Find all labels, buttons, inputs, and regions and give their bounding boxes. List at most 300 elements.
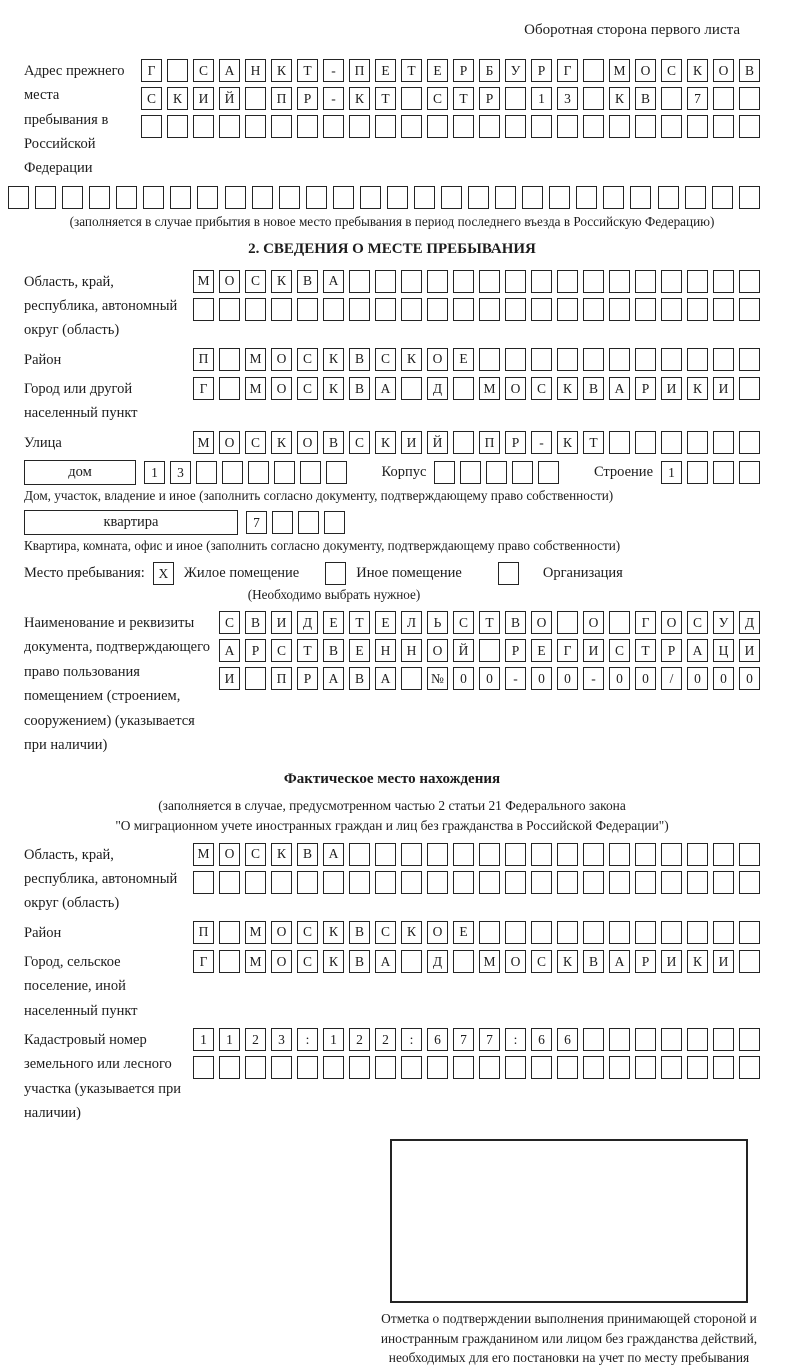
factual-caption-line2: "О миграционном учете иностранных граждан и лиц без гражданства в Российской Федерации"): [115, 818, 669, 834]
char-cell: [401, 298, 422, 321]
char-cell: С: [427, 87, 448, 110]
char-cell: В: [349, 950, 370, 973]
char-cell: 6: [427, 1028, 448, 1051]
char-cell: [272, 511, 293, 534]
document-label: Наименование и реквизиты документа, подтверждающего право пользования помещением (строением, сооружением) (указывается при наличии): [24, 615, 210, 753]
char-cell: Т: [401, 59, 422, 82]
char-cell: 1: [219, 1028, 240, 1051]
char-cell: -: [583, 667, 604, 690]
char-cell: [297, 1056, 318, 1079]
char-cell: [713, 871, 734, 894]
char-cell: Р: [479, 87, 500, 110]
char-cell: М: [609, 59, 630, 82]
char-cell: [635, 431, 656, 454]
char-cell: Д: [297, 611, 318, 634]
char-cell: [739, 950, 760, 973]
field-mesto-prebyvaniya: [24, 562, 760, 585]
char-cell: [713, 115, 734, 138]
field-ulitsa: [24, 431, 760, 455]
char-cell: [685, 186, 706, 209]
char-cell: М: [245, 348, 266, 371]
char-cell: [323, 115, 344, 138]
char-cell: [401, 950, 422, 973]
char-cell: [349, 871, 370, 894]
char-cell: О: [427, 639, 448, 662]
char-cell: В: [349, 348, 370, 371]
char-cell: К: [271, 431, 292, 454]
char-cell: Г: [193, 377, 214, 400]
char-cell: [739, 298, 760, 321]
char-cell: [323, 871, 344, 894]
char-cell: [197, 186, 218, 209]
char-cell: И: [713, 377, 734, 400]
char-cell: [375, 270, 396, 293]
char-cell: С: [297, 950, 318, 973]
char-cell: К: [609, 87, 630, 110]
char-cell: О: [427, 921, 448, 944]
char-cell: А: [323, 667, 344, 690]
char-cell: [635, 270, 656, 293]
char-cell: И: [583, 639, 604, 662]
char-cell: [297, 298, 318, 321]
char-grid-row: [193, 377, 760, 400]
char-cell: [298, 511, 319, 534]
char-cell: С: [271, 639, 292, 662]
factual-title: Фактическое место нахождения: [283, 771, 501, 788]
char-cell: [219, 1056, 240, 1079]
char-cell: Е: [453, 921, 474, 944]
kadastr-grid: [193, 1028, 760, 1079]
char-cell: [713, 1056, 734, 1079]
kadastr-label: Кадастровый номер земельного или лесного участка (указывается при наличии): [24, 1032, 181, 1122]
char-cell: [661, 871, 682, 894]
char-cell: [531, 843, 552, 866]
char-cell: [739, 348, 760, 371]
char-cell: А: [323, 843, 344, 866]
char-cell: С: [375, 348, 396, 371]
char-cell: И: [661, 950, 682, 973]
char-cell: В: [349, 667, 370, 690]
char-grid-row: [141, 59, 760, 82]
char-cell: [414, 186, 435, 209]
char-cell: С: [531, 950, 552, 973]
char-cell: [297, 115, 318, 138]
char-cell: В: [245, 611, 266, 634]
char-cell: [479, 639, 500, 662]
char-cell: [453, 115, 474, 138]
dom-cells: [144, 461, 347, 484]
char-cell: [375, 871, 396, 894]
char-cell: 0: [479, 667, 500, 690]
char-cell: [479, 298, 500, 321]
char-cell: О: [297, 431, 318, 454]
char-cell: К: [323, 950, 344, 973]
char-cell: [271, 115, 292, 138]
char-cell: 1: [193, 1028, 214, 1051]
char-cell: Е: [427, 59, 448, 82]
char-cell: [583, 270, 604, 293]
char-cell: [245, 298, 266, 321]
field-factual-raion: [24, 921, 760, 945]
factual-raion-label: Район: [24, 924, 62, 941]
char-cell: Г: [557, 59, 578, 82]
char-cell: [193, 1056, 214, 1079]
char-cell: Г: [193, 950, 214, 973]
char-cell: Р: [635, 950, 656, 973]
char-cell: Т: [453, 87, 474, 110]
char-cell: О: [661, 611, 682, 634]
char-cell: С: [141, 87, 162, 110]
char-grid-row: [141, 87, 760, 110]
char-cell: [453, 270, 474, 293]
char-cell: [8, 186, 29, 209]
char-cell: [557, 115, 578, 138]
char-cell: [245, 871, 266, 894]
korpus-label: Корпус: [381, 464, 427, 481]
char-cell: [739, 270, 760, 293]
char-cell: О: [505, 950, 526, 973]
char-cell: [271, 871, 292, 894]
char-cell: [245, 1056, 266, 1079]
char-cell: П: [193, 921, 214, 944]
char-cell: [687, 270, 708, 293]
char-cell: М: [245, 377, 266, 400]
char-cell: [468, 186, 489, 209]
char-cell: О: [505, 377, 526, 400]
char-cell: Л: [401, 611, 422, 634]
char-cell: Г: [141, 59, 162, 82]
char-cell: К: [271, 59, 292, 82]
char-cell: К: [349, 87, 370, 110]
char-cell: [583, 843, 604, 866]
char-cell: [661, 270, 682, 293]
gorod-label: Город или другой населенный пункт: [24, 381, 138, 422]
char-grid-row: [219, 639, 760, 662]
char-cell: [271, 1056, 292, 1079]
char-cell: [687, 461, 708, 484]
char-cell: :: [401, 1028, 422, 1051]
char-cell: [531, 921, 552, 944]
char-cell: Р: [661, 639, 682, 662]
char-cell: [35, 186, 56, 209]
oblast-grid: [193, 270, 760, 321]
char-cell: [193, 871, 214, 894]
char-cell: С: [297, 377, 318, 400]
raion-label: Район: [24, 351, 62, 368]
char-cell: И: [661, 377, 682, 400]
char-grid-row: [193, 871, 760, 894]
char-cell: [219, 115, 240, 138]
char-cell: О: [583, 611, 604, 634]
char-cell: С: [245, 270, 266, 293]
char-cell: О: [271, 377, 292, 400]
char-cell: [739, 1056, 760, 1079]
char-cell: В: [323, 431, 344, 454]
char-cell: [661, 431, 682, 454]
char-cell: [427, 843, 448, 866]
char-cell: В: [739, 59, 760, 82]
char-cell: [557, 1056, 578, 1079]
prev-address-grid: [141, 59, 760, 138]
stamp-box: [390, 1139, 748, 1303]
char-cell: [62, 186, 83, 209]
char-cell: [300, 461, 321, 484]
char-cell: Т: [635, 639, 656, 662]
char-grid-row: [141, 115, 760, 138]
char-cell: Й: [219, 87, 240, 110]
char-cell: 0: [687, 667, 708, 690]
char-cell: К: [271, 843, 292, 866]
char-cell: 0: [739, 667, 760, 690]
char-cell: [505, 921, 526, 944]
char-cell: С: [297, 348, 318, 371]
char-grid-row: [193, 843, 760, 866]
char-cell: [297, 871, 318, 894]
char-cell: [739, 461, 760, 484]
char-cell: Е: [323, 611, 344, 634]
char-cell: [401, 871, 422, 894]
char-cell: К: [401, 921, 422, 944]
char-cell: [505, 87, 526, 110]
char-cell: [713, 87, 734, 110]
char-cell: 0: [557, 667, 578, 690]
char-cell: [635, 843, 656, 866]
char-cell: [512, 461, 533, 484]
char-cell: [635, 921, 656, 944]
char-cell: [583, 115, 604, 138]
char-cell: [635, 1056, 656, 1079]
char-cell: [630, 186, 651, 209]
char-cell: [505, 843, 526, 866]
oblast-label: Область, край, республика, автономный округ (область): [24, 273, 178, 339]
char-cell: [549, 186, 570, 209]
mesto-label: Место пребывания:: [24, 565, 145, 582]
char-cell: [557, 843, 578, 866]
char-cell: [687, 921, 708, 944]
char-cell: 2: [349, 1028, 370, 1051]
char-cell: К: [687, 59, 708, 82]
char-cell: [583, 1028, 604, 1051]
char-cell: [739, 921, 760, 944]
char-cell: К: [687, 377, 708, 400]
char-cell: С: [193, 59, 214, 82]
char-cell: [245, 115, 266, 138]
char-cell: [531, 115, 552, 138]
char-cell: [401, 1056, 422, 1079]
char-cell: [713, 1028, 734, 1051]
char-cell: [360, 186, 381, 209]
char-cell: [453, 377, 474, 400]
char-cell: -: [323, 87, 344, 110]
char-cell: С: [609, 639, 630, 662]
char-cell: О: [531, 611, 552, 634]
char-cell: Р: [505, 431, 526, 454]
char-cell: [349, 115, 370, 138]
char-cell: [219, 871, 240, 894]
char-cell: [712, 186, 733, 209]
prev-address-caption: (заполняется в случае прибытия в новое место пребывания в период последнего въезда в Российскую Федерацию): [69, 213, 715, 229]
char-cell: [609, 871, 630, 894]
char-cell: [375, 115, 396, 138]
option-inoe-label: Иное помещение: [356, 565, 462, 582]
char-cell: [401, 270, 422, 293]
char-cell: [603, 186, 624, 209]
char-cell: [274, 461, 295, 484]
char-cell: С: [453, 611, 474, 634]
char-cell: :: [297, 1028, 318, 1051]
char-cell: [635, 348, 656, 371]
char-cell: Й: [453, 639, 474, 662]
char-cell: [661, 843, 682, 866]
char-cell: [219, 298, 240, 321]
char-cell: М: [479, 377, 500, 400]
field-raion: [24, 348, 760, 372]
char-cell: [375, 1056, 396, 1079]
char-grid-row: [193, 1056, 760, 1079]
char-cell: [522, 186, 543, 209]
char-cell: [609, 270, 630, 293]
char-cell: [687, 1056, 708, 1079]
korpus-cells: [434, 461, 559, 484]
char-cell: [713, 348, 734, 371]
char-cell: К: [557, 950, 578, 973]
char-cell: [193, 115, 214, 138]
char-cell: О: [271, 921, 292, 944]
char-cell: И: [713, 950, 734, 973]
char-cell: [143, 186, 164, 209]
checkbox-organizatsiya: [498, 562, 519, 585]
char-cell: К: [557, 431, 578, 454]
char-cell: В: [505, 611, 526, 634]
char-cell: Р: [245, 639, 266, 662]
char-grid-row: [193, 270, 760, 293]
char-cell: [349, 298, 370, 321]
char-cell: [401, 87, 422, 110]
char-cell: В: [349, 377, 370, 400]
kvartira-cells: [246, 511, 345, 534]
char-cell: [739, 186, 760, 209]
char-cell: :: [505, 1028, 526, 1051]
char-cell: [661, 1028, 682, 1051]
char-cell: [609, 298, 630, 321]
char-cell: 3: [557, 87, 578, 110]
char-cell: [739, 431, 760, 454]
char-cell: [401, 377, 422, 400]
char-cell: 0: [453, 667, 474, 690]
field-kadastr: [24, 1028, 760, 1125]
char-cell: [505, 270, 526, 293]
char-grid-row: [193, 921, 760, 944]
section2-title: 2. СВЕДЕНИЯ О МЕСТЕ ПРЕБЫВАНИЯ: [248, 240, 536, 257]
char-cell: [531, 871, 552, 894]
factual-oblast-label: Область, край, республика, автономный округ (область): [24, 846, 178, 912]
stamp-area: [378, 1139, 760, 1367]
stamp-caption: Отметка о подтверждении выполнения принимающей стороной и иностранным гражданином или лицом без гражданства действий, необходимых для его постановки на учет по месту пребывания: [380, 1311, 758, 1366]
char-cell: Д: [427, 950, 448, 973]
char-cell: [609, 1056, 630, 1079]
char-cell: [333, 186, 354, 209]
char-cell: [326, 461, 347, 484]
field-kvartira: [24, 510, 760, 535]
char-cell: И: [271, 611, 292, 634]
char-cell: [583, 87, 604, 110]
char-cell: О: [713, 59, 734, 82]
char-cell: С: [687, 611, 708, 634]
char-cell: [505, 1056, 526, 1079]
char-cell: [609, 348, 630, 371]
char-cell: Н: [401, 639, 422, 662]
char-cell: №: [427, 667, 448, 690]
char-cell: [427, 270, 448, 293]
char-cell: [479, 1056, 500, 1079]
char-cell: [279, 186, 300, 209]
char-cell: [505, 871, 526, 894]
char-cell: [739, 377, 760, 400]
char-cell: [687, 431, 708, 454]
char-cell: Е: [531, 639, 552, 662]
char-cell: /: [661, 667, 682, 690]
factual-gorod-label: Город, сельское поселение, иной населенный пункт: [24, 953, 138, 1019]
char-cell: И: [401, 431, 422, 454]
char-grid-row: [193, 1028, 760, 1051]
factual-caption: [24, 796, 760, 836]
char-cell: Р: [531, 59, 552, 82]
char-cell: [479, 348, 500, 371]
char-cell: [141, 115, 162, 138]
char-cell: 0: [609, 667, 630, 690]
char-cell: Д: [427, 377, 448, 400]
char-cell: К: [401, 348, 422, 371]
char-cell: [453, 298, 474, 321]
char-cell: О: [219, 843, 240, 866]
char-cell: К: [687, 950, 708, 973]
char-cell: Е: [375, 59, 396, 82]
char-cell: [479, 115, 500, 138]
char-cell: [583, 921, 604, 944]
char-cell: [505, 298, 526, 321]
char-cell: [271, 298, 292, 321]
char-cell: [687, 115, 708, 138]
char-cell: [306, 186, 327, 209]
char-cell: И: [739, 639, 760, 662]
char-cell: 2: [375, 1028, 396, 1051]
char-grid-row: [219, 611, 760, 634]
char-cell: М: [245, 921, 266, 944]
char-cell: К: [375, 431, 396, 454]
char-cell: [661, 87, 682, 110]
char-cell: О: [427, 348, 448, 371]
char-cell: -: [531, 431, 552, 454]
char-grid-row: [193, 950, 760, 973]
char-cell: [635, 115, 656, 138]
document-grid: [219, 611, 760, 690]
char-cell: 1: [661, 461, 682, 484]
char-cell: 0: [713, 667, 734, 690]
char-cell: [323, 298, 344, 321]
char-cell: У: [713, 611, 734, 634]
field-factual-gorod: [24, 950, 760, 1023]
char-cell: [661, 115, 682, 138]
char-cell: 7: [453, 1028, 474, 1051]
char-cell: Н: [245, 59, 266, 82]
char-cell: 0: [531, 667, 552, 690]
char-cell: [401, 115, 422, 138]
char-cell: С: [297, 921, 318, 944]
char-cell: [479, 270, 500, 293]
char-cell: [323, 1056, 344, 1079]
char-cell: 2: [245, 1028, 266, 1051]
mesto-note: (Необходимо выбрать нужное): [247, 587, 421, 603]
